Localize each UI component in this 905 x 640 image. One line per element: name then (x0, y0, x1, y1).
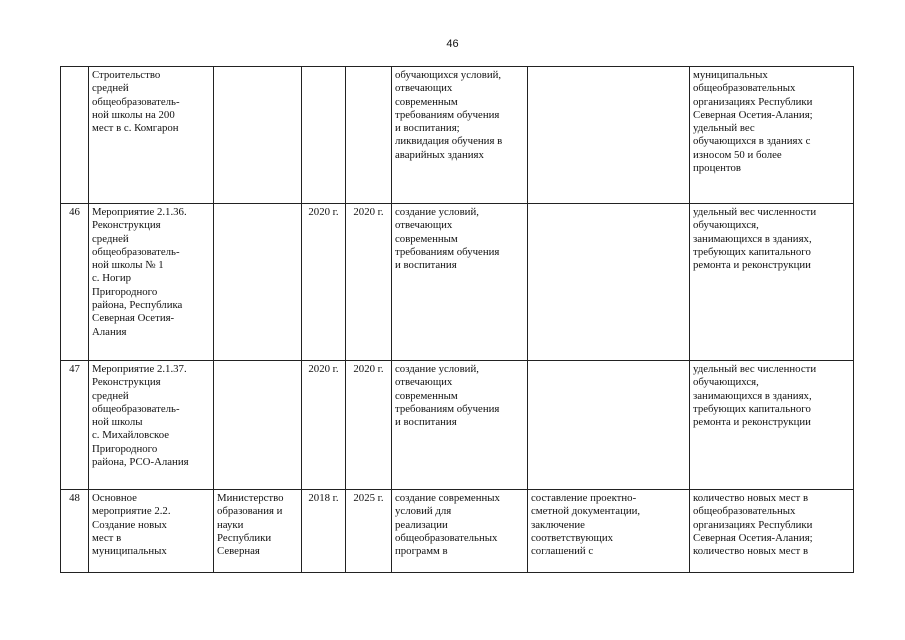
table-row (61, 490, 854, 573)
page-number: 46 (446, 38, 459, 50)
measure-name: Строительство средней общеобразователь- ной школы на 200 мест в с. Комгарон (89, 67, 214, 204)
table-row (61, 204, 854, 361)
measure-name: Мероприятие 2.1.36. Реконструкция средней общеобразователь- ной школы № 1 с. Ногир Пригородного района, Республика Северная Осетия- Алания (89, 204, 214, 361)
row-number: 47 (61, 361, 89, 490)
table-row (61, 361, 854, 490)
main-activities (528, 67, 690, 204)
start-year (302, 67, 346, 204)
end-year: 2020 г. (346, 204, 392, 361)
executor (214, 204, 302, 361)
start-year: 2020 г. (302, 204, 346, 361)
end-year (346, 67, 392, 204)
end-year: 2020 г. (346, 361, 392, 490)
row-number: 46 (61, 204, 89, 361)
main-activities (528, 204, 690, 361)
measure-name: Основное мероприятие 2.2. Создание новых мест в муниципальных (89, 490, 214, 573)
expected-result: создание современных условий для реализации общеобразовательных программ в (392, 490, 528, 573)
program-measures-table (60, 66, 854, 573)
start-year: 2018 г. (302, 490, 346, 573)
target-indicator: муниципальных общеобразовательных организациях Республики Северная Осетия-Алания; удельный вес обучающихся в зданиях с износом 50 и более процентов (690, 67, 854, 204)
measure-name: Мероприятие 2.1.37. Реконструкция средней общеобразователь- ной школы с. Михайловское Пригородного района, РСО-Алания (89, 361, 214, 490)
expected-result: создание условий, отвечающих современным требованиям обучения и воспитания (392, 361, 528, 490)
executor (214, 67, 302, 204)
target-indicator: удельный вес численности обучающихся, занимающихся в зданиях, требующих капитального ремонта и реконструкции (690, 361, 854, 490)
main-activities: составление проектно- сметной документации, заключение соответствующих соглашений с (528, 490, 690, 573)
expected-result: создание условий, отвечающих современным требованиям обучения и воспитания (392, 204, 528, 361)
executor (214, 361, 302, 490)
main-activities (528, 361, 690, 490)
executor: Министерство образования и науки Республики Северная (214, 490, 302, 573)
target-indicator: удельный вес численности обучающихся, занимающихся в зданиях, требующих капитального ремонта и реконструкции (690, 204, 854, 361)
start-year: 2020 г. (302, 361, 346, 490)
end-year: 2025 г. (346, 490, 392, 573)
expected-result: обучающихся условий, отвечающих современным требованиям обучения и воспитания; ликвидация обучения в аварийных зданиях (392, 67, 528, 204)
row-number (61, 67, 89, 204)
target-indicator: количество новых мест в общеобразовательных организациях Республики Северная Осетия-Алания; количество новых мест в (690, 490, 854, 573)
table-row (61, 67, 854, 204)
row-number: 48 (61, 490, 89, 573)
